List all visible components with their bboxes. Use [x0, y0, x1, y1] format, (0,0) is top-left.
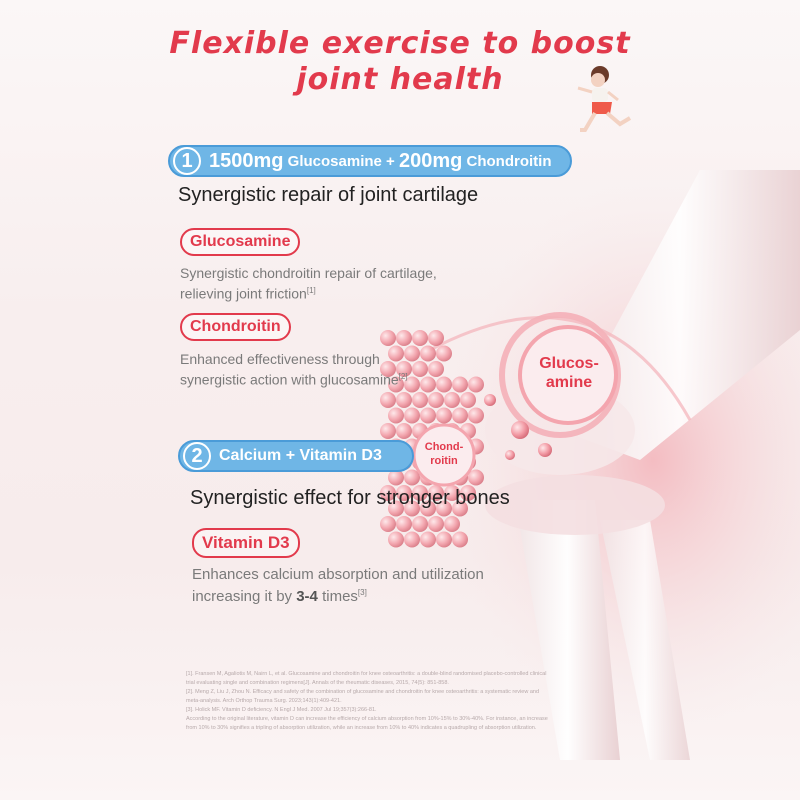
section2-number: 2: [183, 442, 211, 470]
glucosamine-tag: Glucosamine: [180, 228, 300, 256]
cartilage-cell: [460, 392, 476, 408]
section2-pill: [178, 440, 414, 472]
cartilage-cell: [444, 516, 460, 532]
glucosamine-bubble: [524, 354, 614, 392]
cartilage-cell: [436, 408, 452, 424]
section1-dose1: 1500mg: [209, 149, 284, 172]
cartilage-cell: [404, 408, 420, 424]
chondroitin-desc: [180, 350, 408, 389]
bubble-text: amine: [545, 374, 593, 391]
cartilage-cell: [412, 361, 428, 377]
vitamin-d3-tag: Vitamin D3: [192, 528, 300, 558]
glucosamine-desc: [180, 264, 437, 303]
reference-line: [1]. Fransen M, Agaliotis M, Nairn L, et al. Glucosamine and chondroitin for knee osteoarthritis: a double-blind randomised placebo-controlled clinical: [186, 671, 547, 677]
cartilage-cell: [388, 408, 404, 424]
cartilage-cell: [380, 330, 396, 346]
chondroitin-tag: Chondroitin: [180, 313, 291, 341]
cartilage-cell: [436, 532, 452, 548]
cartilage-cell: [468, 408, 484, 424]
cartilage-cell: [388, 532, 404, 548]
cartilage-cell: [404, 532, 420, 548]
vitamin-d3-desc: [192, 566, 484, 606]
cartilage-cell: [420, 346, 436, 362]
reference-line: [3]. Holick MF. Vitamin D deficiency. N Engl J Med. 2007 Jul 19;357(3):266-81.: [186, 707, 377, 713]
ref-marker: [2]: [398, 372, 408, 381]
vitamin-d3-desc-line2c: times: [317, 588, 358, 605]
cartilage-cell: [380, 423, 396, 439]
section1-heading: Synergistic repair of joint cartilage: [178, 184, 479, 206]
cartilage-cell: [412, 516, 428, 532]
cartilage-cell: [380, 392, 396, 408]
chondroitin-desc-line1: Enhanced effectiveness through: [180, 351, 380, 367]
ref-marker: [1]: [306, 286, 316, 295]
section1-pill: [168, 145, 572, 177]
cartilage-cell: [412, 392, 428, 408]
vitamin-d3-multiplier: 3-4: [296, 588, 318, 605]
cartilage-cell: [428, 361, 444, 377]
cartilage-cell: [452, 532, 468, 548]
glucosamine-desc-line1: Synergistic chondroitin repair of cartilage,: [180, 265, 437, 281]
bubble-text: roitin: [430, 455, 458, 467]
vitamin-d3-desc-line2a: increasing it by: [192, 588, 297, 605]
cartilage-cell: [428, 330, 444, 346]
cartilage-cell: [396, 330, 412, 346]
cartilage-cell: [436, 377, 452, 393]
reference-line: from 10% to 30% signifies a tripling of absorption utilization, while an increase from 10% to 40% indicates a quadrupling of absorption utilization.: [186, 725, 537, 731]
cartilage-cell: [468, 377, 484, 393]
glucosamine-desc-line2: relieving joint friction: [180, 285, 307, 302]
references: [186, 670, 626, 733]
cartilage-cell: [444, 392, 460, 408]
vitamin-d3-desc-line1: Enhances calcium absorption and utilization: [192, 566, 484, 583]
title-line-1: Flexible exercise to boost: [169, 26, 631, 61]
cartilage-cell: [420, 408, 436, 424]
cartilage-cell: [396, 516, 412, 532]
section2-pill-text: Calcium + Vitamin D3: [219, 447, 382, 464]
chondroitin-desc-line2: synergistic action with glucosamine: [180, 371, 399, 388]
title-line-2: joint health: [296, 62, 504, 97]
bubble-text: Glucos-: [539, 355, 599, 372]
chondroitin-bubble: [414, 440, 474, 468]
reference-line: [2]. Meng Z, Liu J, Zhou N. Efficacy and safety of the combination of glucosamine and chondroitin for knee osteoarthritis: a systematic review and: [186, 689, 539, 695]
section1-ingredient1: Glucosamine +: [283, 152, 399, 170]
reference-line: According to the original literature, vitamin D can increase the efficiency of calcium absorption from 10%-15% to 30%-40%. For instance, an increase: [186, 716, 548, 722]
section1-ingredient2: Chondroitin: [462, 152, 552, 170]
bubble-text: Chond-: [424, 441, 464, 453]
cartilage-cell: [436, 346, 452, 362]
reference-line: meta-analysis. Arch Orthop Trauma Surg. 2023;143(1):409-421.: [186, 698, 342, 704]
section2-heading: Synergistic effect for stronger bones: [190, 487, 510, 509]
cartilage-cell: [452, 408, 468, 424]
cartilage-cell: [452, 377, 468, 393]
section1-dose2: 200mg: [398, 149, 463, 172]
cartilage-cell: [380, 516, 396, 532]
cartilage-cell: [428, 516, 444, 532]
cartilage-cell: [396, 423, 412, 439]
ref-marker: [3]: [357, 588, 367, 597]
cartilage-cell: [420, 532, 436, 548]
reference-line: trial evaluating single and combination regimens[J]. Annals of the rheumatic diseases, 2015, 74(5): 851-858.: [186, 680, 449, 686]
cartilage-cell: [412, 330, 428, 346]
cartilage-cell: [396, 392, 412, 408]
cartilage-cell: [428, 392, 444, 408]
section1-number: 1: [173, 147, 201, 175]
cartilage-cell: [420, 377, 436, 393]
